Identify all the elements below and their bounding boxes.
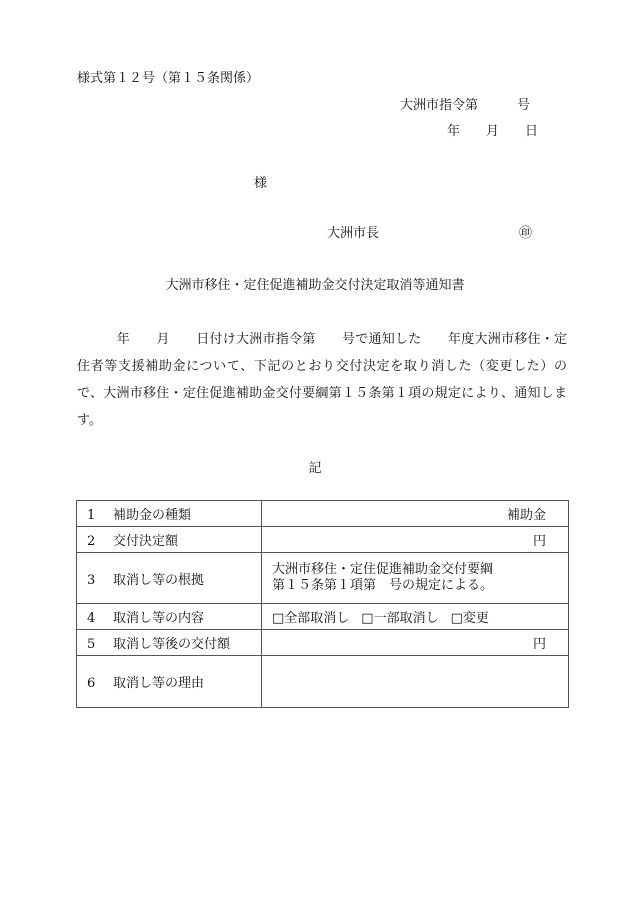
form-number: 様式第１２号（第１５条関係）: [77, 71, 260, 86]
table-row: [77, 501, 569, 527]
subsidy-type-field[interactable]: 補助金: [262, 501, 569, 527]
table-row: [77, 527, 569, 553]
row-number: 3: [87, 572, 96, 588]
row-label-text: 取消し等の理由: [113, 676, 205, 691]
basis-line-2: 第１５条第１項第 号の規定による。: [272, 578, 494, 593]
issuer-name: 大洲市長: [327, 226, 380, 241]
row-number: 1: [87, 508, 96, 523]
table-row: [77, 604, 569, 630]
detail-table: [76, 500, 569, 708]
basis-line-1: 大洲市移住・定住促進補助金交付要綱: [272, 562, 494, 577]
checkbox-full-cancel[interactable]: □全部取消し: [272, 611, 350, 626]
decided-amount-field[interactable]: 円: [262, 527, 569, 553]
table-row: [77, 630, 569, 656]
row-label-text: 取消し等の根拠: [113, 572, 205, 588]
reason-field[interactable]: [262, 656, 569, 708]
recipient-line: 様: [254, 176, 268, 191]
notice-number: 大洲市指令第 号: [400, 98, 531, 113]
seal-mark: ㊞: [519, 226, 533, 241]
document-title: 大洲市移住・定住促進補助金交付決定取消等通知書: [165, 278, 465, 293]
table-row: [77, 656, 569, 708]
basis-field: [262, 553, 569, 604]
row-label-text: 交付決定額: [113, 534, 179, 549]
row-label: [77, 604, 262, 630]
post-amount-field[interactable]: 円: [262, 630, 569, 656]
row-number: 2: [87, 534, 96, 549]
table-row: [77, 553, 569, 604]
notice-date: 年 月 日: [447, 124, 539, 139]
row-label: [77, 501, 262, 527]
content-options: [262, 604, 569, 630]
row-label: [77, 630, 262, 656]
row-label: [77, 656, 262, 708]
body-paragraph: 年 月 日付け大洲市指令第 号で通知した 年度大洲市移住・定住者等支援補助金について、下記のとおり交付決定を取り消した（変更した）ので、大洲市移住・定住促進補助金交付要綱第１５条第１項の規定により、通知します。: [77, 332, 567, 428]
row-label-text: 取消し等後の交付額: [113, 637, 231, 652]
checkbox-change[interactable]: □変更: [450, 611, 489, 626]
row-number: 5: [87, 637, 96, 652]
row-label: [77, 527, 262, 553]
row-label-text: 補助金の種類: [113, 508, 192, 523]
row-label-text: 取消し等の内容: [113, 611, 205, 626]
row-number: 6: [87, 676, 96, 691]
checkbox-partial-cancel[interactable]: □一部取消し: [361, 611, 439, 626]
row-label: [77, 553, 262, 604]
row-number: 4: [87, 611, 96, 626]
ki-heading: 記: [308, 461, 322, 476]
